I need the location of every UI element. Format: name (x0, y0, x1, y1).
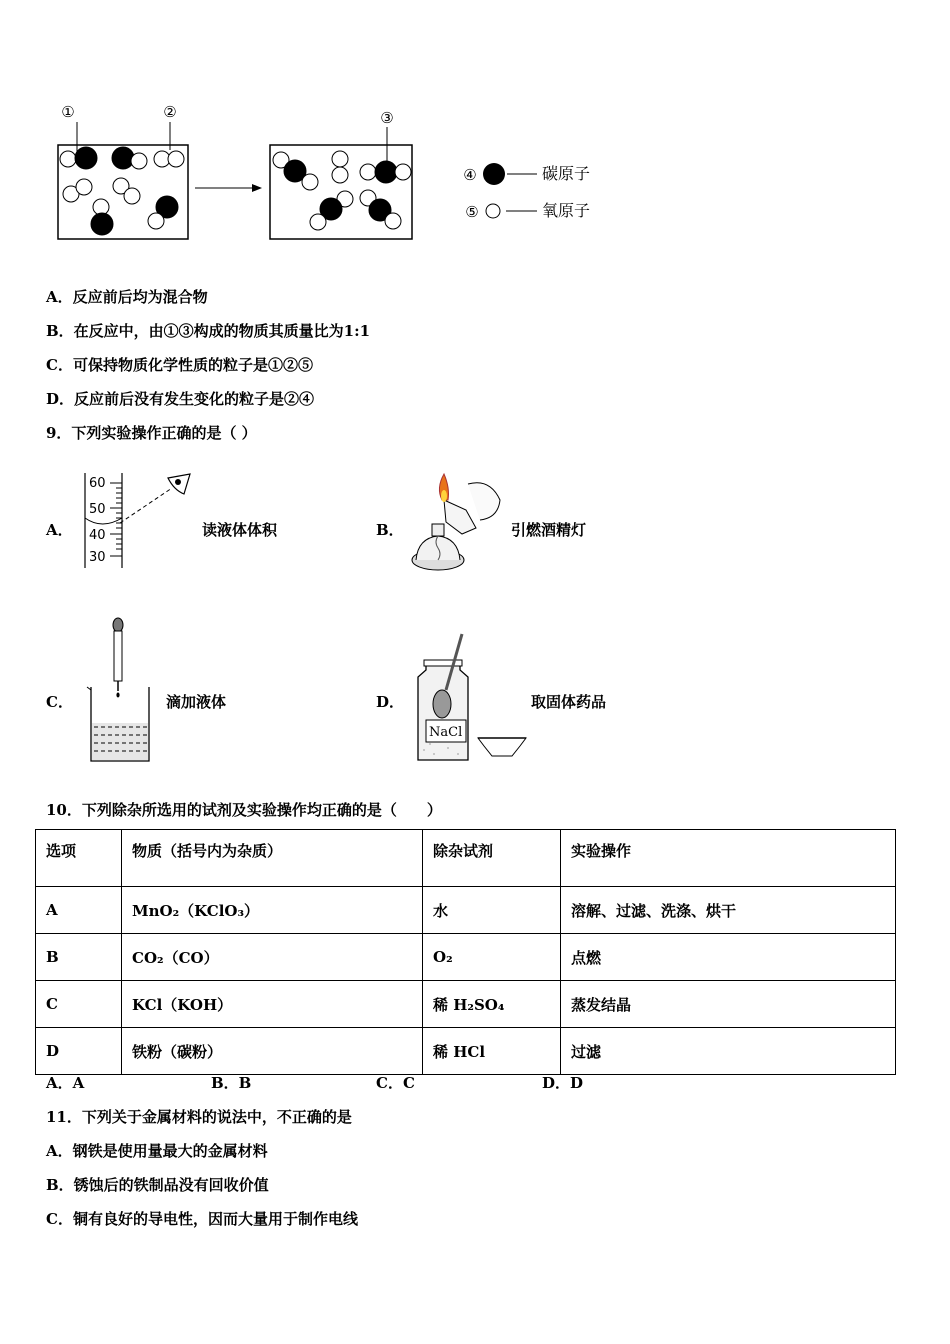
header-option: 选项 (36, 830, 122, 887)
table-header-row (36, 830, 896, 887)
marker-1: ① (61, 103, 75, 121)
q10-question: 10．下列除杂所选用的试剂及实验操作均正确的是（ ） (46, 801, 442, 819)
carbon-atom-icon (483, 163, 505, 185)
tick-30: 30 (89, 550, 106, 565)
legend-carbon: 碳原子 (542, 164, 591, 183)
q11-question: 11．下列关于金属材料的说法中，不正确的是 (46, 1108, 352, 1126)
table-row: A MnO₂（KClO₃） 水 溶解、过滤、洗涤、烘干 (36, 887, 896, 934)
q9-option-b-text: 引燃酒精灯 (511, 521, 587, 539)
q11-option-b: B．锈蚀后的铁制品没有回收价值 (46, 1176, 269, 1194)
o2-molecule (332, 151, 348, 183)
q8-option-b: B．在反应中，由①③构成的物质其质量比为1:1 (46, 322, 371, 340)
co2-molecule (310, 191, 353, 230)
table-row: B CO₂（CO） O₂ 点燃 (36, 934, 896, 981)
q9-option-c-letter: C． (46, 693, 73, 711)
table-row: D 铁粉（碳粉） 稀 HCl 过滤 (36, 1028, 896, 1075)
tick-50: 50 (89, 502, 106, 517)
co2-molecule (360, 161, 411, 183)
o2-molecule (154, 151, 184, 167)
co2-molecule (360, 190, 401, 229)
tick-60: 60 (89, 476, 106, 491)
marker-2: ② (163, 103, 177, 121)
table-row: C KCl（KOH） 稀 H₂SO₄ 蒸发结晶 (36, 981, 896, 1028)
q10-answer-d: D．D (542, 1074, 584, 1092)
co-molecule (112, 147, 147, 169)
q8-option-c: C．可保持物质化学性质的粒子是①②⑤ (46, 356, 313, 374)
q9-option-a-text: 读液体体积 (202, 521, 278, 539)
alcohol-lamp-figure (408, 470, 508, 575)
q8-option-a: A．反应前后均为混合物 (46, 288, 208, 306)
co-molecule (148, 196, 178, 229)
legend-oxygen: 氧原子 (542, 201, 591, 220)
q11-option-c: C．铜有良好的导电性，因而大量用于制作电线 (46, 1210, 358, 1228)
q10-answer-c: C．C (376, 1074, 415, 1092)
q9-question: 9．下列实验操作正确的是（ ） (46, 424, 257, 442)
marker-3: ③ (380, 109, 394, 127)
graduated-cylinder-figure (80, 468, 200, 572)
o2-molecule (113, 178, 140, 204)
q10-answer-b: B．B (211, 1074, 252, 1092)
q9-option-c-text: 滴加液体 (166, 693, 227, 711)
marker-4: ④ (463, 166, 477, 184)
q8-option-d: D．反应前后没有发生变化的粒子是②④ (46, 390, 315, 408)
o2-molecule (63, 179, 92, 202)
header-operation: 实验操作 (561, 830, 896, 887)
header-reagent: 除杂试剂 (423, 830, 561, 887)
reaction-diagram (50, 95, 610, 250)
tick-40: 40 (89, 528, 106, 543)
q11-option-a: A．钢铁是使用量最大的金属材料 (46, 1142, 268, 1160)
q9-option-d-letter: D． (376, 693, 405, 711)
q9-option-d-text: 取固体药品 (531, 693, 607, 711)
q9-option-a-letter: A． (46, 521, 73, 539)
bottle-label: NaCl (429, 725, 463, 740)
dropper-beaker-figure (85, 615, 155, 765)
oxygen-atom-icon (486, 204, 500, 218)
co2-molecule (273, 152, 318, 190)
header-substance: 物质（括号内为杂质） (122, 830, 423, 887)
reagent-bottle-figure (412, 632, 532, 764)
co-molecule (60, 147, 97, 169)
q10-table (35, 829, 896, 1075)
q9-option-b-letter: B． (376, 521, 404, 539)
co-molecule (91, 199, 113, 235)
marker-5: ⑤ (465, 203, 479, 221)
q10-answer-a: A．A (46, 1074, 85, 1092)
